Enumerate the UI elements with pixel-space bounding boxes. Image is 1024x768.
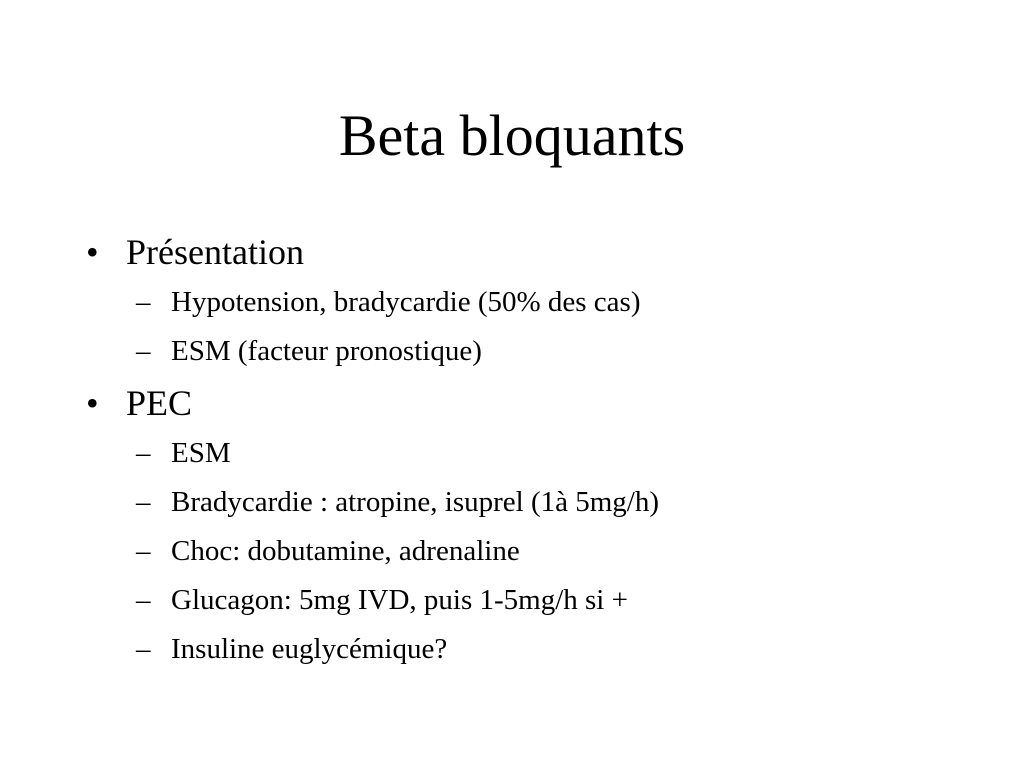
section-pec: [86, 381, 966, 669]
sub-item-text: Insuline euglycémique?: [171, 633, 448, 665]
bullet-marker: •: [86, 383, 99, 423]
sub-list: [86, 433, 966, 669]
dash-marker: –: [136, 486, 151, 518]
sub-item: [86, 433, 966, 473]
dash-marker: –: [136, 437, 151, 469]
section-presentation: [86, 230, 966, 371]
bullet-item: [86, 230, 966, 274]
dash-marker: –: [136, 286, 151, 318]
sub-item: [86, 331, 966, 371]
sub-item-text: Glucagon: 5mg IVD, puis 1-5mg/h si +: [171, 584, 628, 616]
sub-item: [86, 282, 966, 322]
dash-marker: –: [136, 535, 151, 567]
section-heading: Présentation: [126, 232, 304, 272]
sub-item-text: Bradycardie : atropine, isuprel (1à 5mg/h): [171, 486, 660, 518]
dash-marker: –: [136, 633, 151, 665]
slide-title: Beta bloquants: [338, 103, 686, 168]
sub-item: [86, 482, 966, 522]
sub-item: [86, 531, 966, 571]
sub-item: [86, 629, 966, 669]
bullet-item: [86, 381, 966, 425]
sub-item-text: ESM: [171, 437, 231, 469]
sub-item-text: Choc: dobutamine, adrenaline: [171, 535, 520, 567]
sub-list: [86, 282, 966, 371]
section-heading: PEC: [126, 383, 193, 423]
dash-marker: –: [136, 584, 151, 616]
sub-item-text: ESM (facteur pronostique): [171, 335, 482, 367]
sub-item-text: Hypotension, bradycardie (50% des cas): [171, 286, 641, 318]
sub-item: [86, 580, 966, 620]
bullet-marker: •: [86, 232, 99, 272]
slide-content: [86, 230, 966, 679]
dash-marker: –: [136, 335, 151, 367]
